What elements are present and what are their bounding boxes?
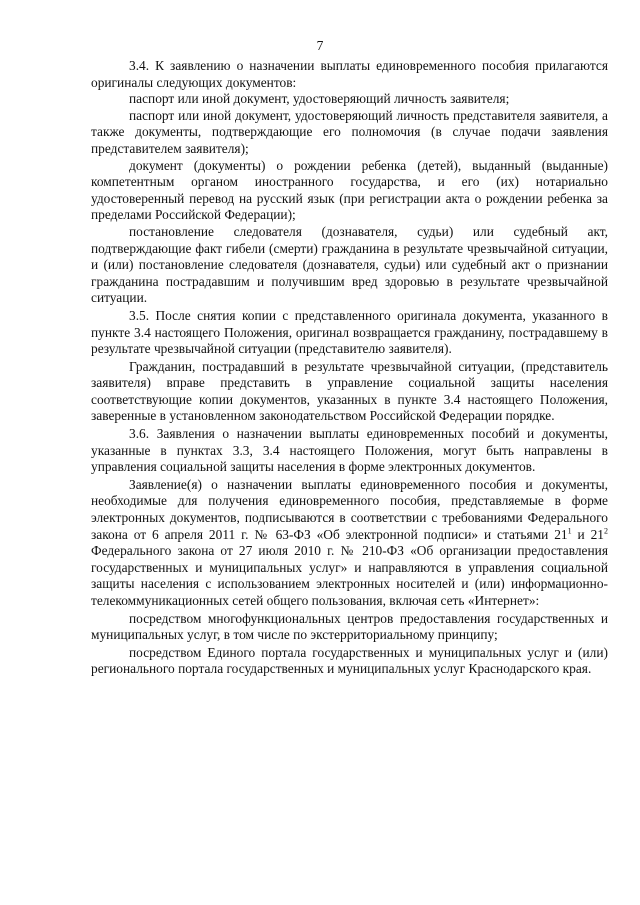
list-item-mfc: посредством многофункциональных центров предоставления государственных и муниципальных услуг, в том числе по экстерриториальному принципу; bbox=[91, 610, 608, 643]
paragraph-3-6: 3.6. Заявления о назначении выплаты единовременных пособий и документы, указанные в пунктах 3.3, 3.4 настоящего Положения, могут быть направлены в управления социальной защиты населения в форме электронных документов. bbox=[91, 426, 608, 475]
list-item-passport-applicant: паспорт или иной документ, удостоверяющий личность заявителя; bbox=[129, 91, 510, 107]
p9-part-c: Федерального закона от 27 июля 2010 г. № 210-ФЗ «Об организации предоставления государственных и муниципальных услуг» и направляются в управления социальной защиты населения с использованием электронных носителей и (или) информационно-телекоммуникационных сетей общего пользования, включая сеть «Интернет»: bbox=[91, 543, 608, 608]
list-item-birth-document: документ (документы) о рождении ребенка (детей), выданный (выданные) компетентным органом иностранного государства, и его (их) нотариально удостоверенный перевод на русский язык (при регистрации акта о рождении ребенка за пределами Российской Федерации); bbox=[91, 157, 608, 223]
p9-superscript-2: 2 bbox=[604, 526, 608, 536]
paragraph-3-4: 3.4. К заявлению о назначении выплаты единовременного пособия прилагаются оригиналы следующих документов: bbox=[91, 58, 608, 90]
list-item-investigator-resolution: постановление следователя (дознавателя, судьи) или судебный акт, подтверждающие факт гибели (смерти) гражданина в результате чрезвычайной ситуации, и (или) постановление следователя (дознавателя, судьи) или судебный акт о признании гражданина пострадавшим и получившим вред здоровью в результате чрезвычайной ситуации. bbox=[91, 223, 608, 306]
paragraph-citizen-copies: Гражданин, пострадавший в результате чрезвычайной ситуации, (представитель заявителя) вправе представить в управление социальной защиты населения соответствующие копии документов, указанных в пункте 3.4 настоящего Положения, заверенные в установленном законодательством Российской Федерации порядке. bbox=[91, 358, 608, 424]
p9-part-a: Заявление(я) о назначении выплаты единовременного пособия и документы, необходимые для получения единовременного пособия, представляемые в форме электронных документов, подписываются в соответствии с требованиями Федерального закона от 6 апреля 2011 г. № 63-ФЗ «Об электронной подписи» и статьями 21 bbox=[91, 476, 608, 542]
p9-superscript-1: 1 bbox=[567, 526, 572, 536]
p9-part-b: и 21 bbox=[571, 526, 604, 542]
document-body bbox=[91, 58, 608, 678]
paragraph-electronic-documents bbox=[91, 477, 608, 610]
page-number: 7 bbox=[316, 38, 324, 53]
list-item-portal: посредством Единого портала государственных и муниципальных услуг и (или) регионального портала государственных и муниципальных услуг Краснодарского края. bbox=[91, 644, 608, 677]
list-item-passport-representative: паспорт или иной документ, удостоверяющий личность представителя заявителя, а также документы, подтверждающие его полномочия (в случае подачи заявления представителем заявителя); bbox=[91, 107, 608, 156]
paragraph-3-5: 3.5. После снятия копии с представленного оригинала документа, указанного в пункте 3.4 настоящего Положения, оригинал возвращается гражданину, пострадавшему в результате чрезвычайной ситуации (представителю заявителя). bbox=[91, 307, 608, 357]
